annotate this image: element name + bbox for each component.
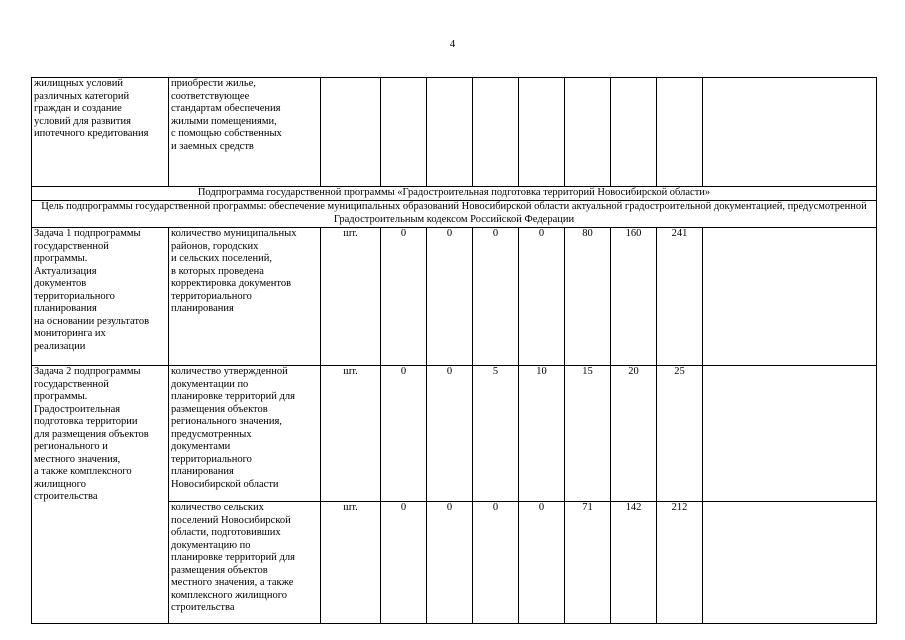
value-cell: 0 [381,228,427,366]
task-cell: Задача 1 подпрограммы государственной программы. Актуализация документов территориального планирования на основании результатов мониторинга их реализации [32,228,169,366]
value-cell: 0 [519,502,565,624]
value-cell [473,78,519,187]
value-cell: 71 [565,502,611,624]
subprogram-row [32,187,877,201]
value-cell: 0 [427,502,473,624]
value-cell: 0 [473,228,519,366]
unit-cell: шт. [321,502,381,624]
value-cell: 0 [381,502,427,624]
value-cell: 241 [657,228,703,366]
note-cell [703,78,877,187]
value-cell: 5 [473,366,519,502]
task-cell: жилищных условий различных категорий граждан и создание условий для развития ипотечного кредитования [32,78,169,187]
value-cell [381,78,427,187]
value-cell: 0 [381,366,427,502]
table-row [32,78,877,187]
indicators-table [31,77,877,624]
value-cell: 142 [611,502,657,624]
unit-cell: шт. [321,366,381,502]
value-cell [427,78,473,187]
indicator-cell: количество утвержденной документации по планировке территорий для размещения объектов регионального значения, предусмотренных документами территориального планирования Новосибирской области [169,366,321,502]
value-cell [611,78,657,187]
value-cell: 0 [473,502,519,624]
value-cell: 15 [565,366,611,502]
value-cell [657,78,703,187]
indicator-cell: приобрести жилье, соответствующее стандартам обеспечения жилыми помещениями, с помощью собственных и заемных средств [169,78,321,187]
value-cell: 0 [427,228,473,366]
value-cell: 25 [657,366,703,502]
note-cell [703,502,877,624]
value-cell: 0 [427,366,473,502]
unit-cell: шт. [321,228,381,366]
value-cell: 212 [657,502,703,624]
task-cell: Задача 2 подпрограммы государственной программы. Градостроительная подготовка территории для размещения объектов регионального и местного значения, а также комплексного жилищного строительства [32,366,169,624]
value-cell: 160 [611,228,657,366]
subprogram-title: Подпрограмма государственной программы «Градостроительная подготовка территорий Новосибирской области» [32,187,877,201]
indicator-cell: количество муниципальных районов, городских и сельских поселений, в которых проведена корректировка документов территориального планирования [169,228,321,366]
goal-row [32,201,877,228]
note-cell [703,228,877,366]
value-cell: 80 [565,228,611,366]
note-cell [703,366,877,502]
subprogram-goal: Цель подпрограммы государственной программы: обеспечение муниципальных образований Новосибирской области актуальной градостроительной документацией, предусмотренной Градостроительным кодексом Российской Федерации [32,201,877,228]
value-cell: 10 [519,366,565,502]
value-cell [565,78,611,187]
table-row [32,366,877,502]
unit-cell [321,78,381,187]
indicator-cell: количество сельских поселений Новосибирской области, подготовивших документацию по планировке территорий для размещения объектов местного значения, а также комплексного жилищного строительства [169,502,321,624]
table-row [32,228,877,366]
value-cell: 0 [519,228,565,366]
value-cell: 20 [611,366,657,502]
value-cell [519,78,565,187]
page-number: 4 [449,38,456,50]
